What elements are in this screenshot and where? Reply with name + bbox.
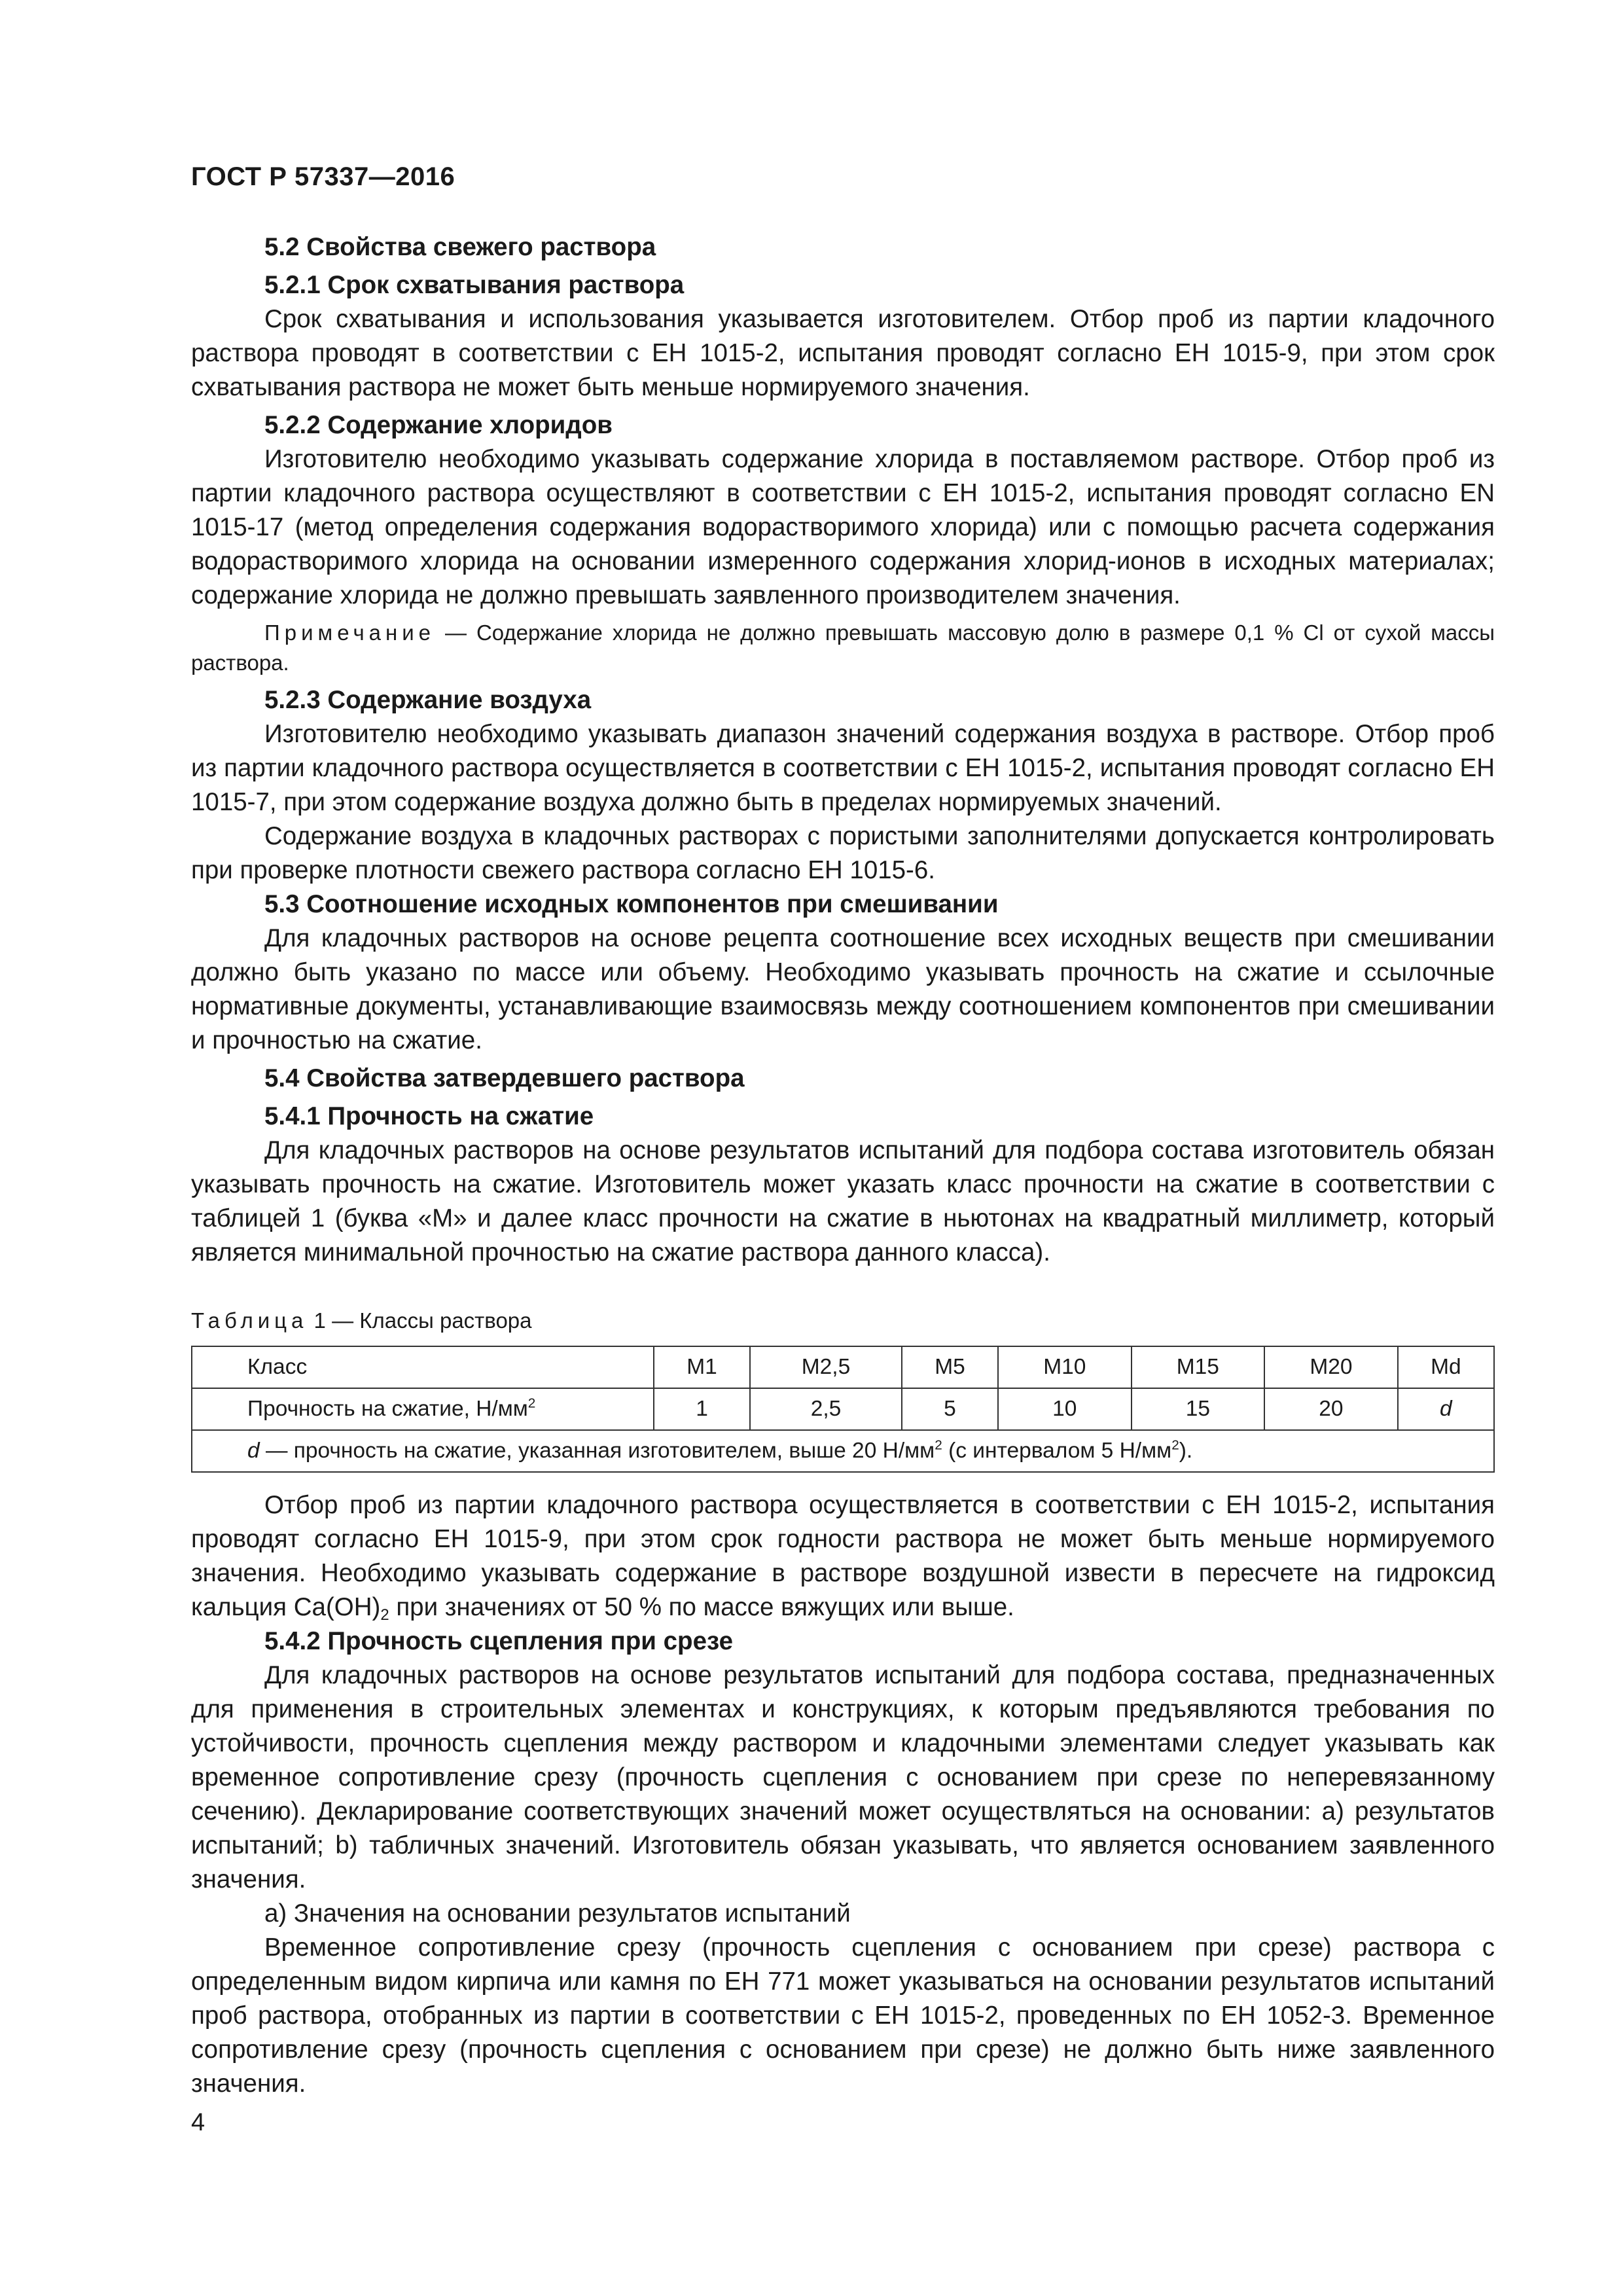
section-5-4-2-heading: 5.4.2 Прочность сцепления при срезе bbox=[264, 1627, 734, 1655]
section-5-4-2-text-2: Временное сопротивление срезу (прочность сцепления с основанием при срезе) раствора с определенным видом кирпича или камня по ЕН 771 может указываться на основании результатов испытаний проб раствора, отобранных из партии в соответствии с ЕН 1015-2, проведенных по ЕН 1052-3. Временное сопротивление срезу (прочность сцепления с основанием при срезе) не должно быть ниже заявленного значения. bbox=[191, 1933, 1495, 2098]
footnote-sup-2: 2 bbox=[1171, 1437, 1179, 1453]
section-5-2-1-heading: 5.2.1 Срок схватывания раствора bbox=[264, 271, 685, 299]
strength-label-text: Прочность на сжатие, Н/мм bbox=[247, 1397, 528, 1421]
table-cell-strength: 20 bbox=[1264, 1388, 1398, 1430]
document-code: ГОСТ Р 57337—2016 bbox=[191, 162, 455, 191]
strength-label-sup: 2 bbox=[527, 1395, 536, 1411]
page-number: 4 bbox=[191, 2109, 205, 2136]
table-cell-class: Md bbox=[1398, 1346, 1494, 1388]
list-item-a: а) Значения на основании результатов испытаний bbox=[264, 1899, 851, 1928]
section-5-2-3-text-1: Изготовителю необходимо указывать диапазон значений содержания воздуха в растворе. Отбор проб из партии кладочного раствора осуществляется в соответствии с ЕН 1015-2, испытания проводят согласно ЕН 1015-7, при этом содержание воздуха должно быть в пределах нормируемых значений. bbox=[191, 720, 1495, 816]
footnote-text-a: — прочность на сжатие, указанная изготовителем, выше 20 Н/мм bbox=[259, 1439, 935, 1463]
table-cell-strength: 1 bbox=[654, 1388, 750, 1430]
footnote-text-c: ). bbox=[1179, 1439, 1193, 1463]
footnote-text-b: (с интервалом 5 Н/мм bbox=[942, 1439, 1172, 1463]
section-5-2-2-text: Изготовителю необходимо указывать содержание хлорида в поставляемом растворе. Отбор проб из партии кладочного раствора осуществляют в соответствии с ЕН 1015-2, испытания проводят согласно EN 1015-17 (метод определения содержания водорастворимого хлорида) или с помощью расчета содержания водорастворимого хлорида на основании измеренного содержания хлорид-ионов в исходных материалах; содержание хлорида не должно превышать заявленного производителем значения. bbox=[191, 445, 1495, 609]
table-cell-class: M20 bbox=[1264, 1346, 1398, 1388]
section-5-4-heading: 5.4 Свойства затвердевшего раствора bbox=[264, 1064, 745, 1092]
after-table-text bbox=[191, 1488, 1495, 1624]
table-cell-strength: d bbox=[1398, 1388, 1494, 1430]
after-table-text-b: при значениях от 50 % по массе вяжущих или выше. bbox=[389, 1593, 1014, 1621]
section-5-4-1-heading: 5.4.1 Прочность на сжатие bbox=[264, 1102, 594, 1130]
table-footnote bbox=[192, 1430, 1494, 1472]
footnote-variable: d bbox=[247, 1439, 260, 1463]
after-table-text-a: Отбор проб из партии кладочного раствора осуществляется в соответствии с ЕН 1015-2, испытания проводят согласно ЕН 1015-9, при этом срок годности раствора не может быть меньше нормируемого значения. Необходимо указывать содержание в растворе воздушной извести в пересчете на гидроксид кальция Ca(OH) bbox=[191, 1491, 1495, 1621]
table-cell-class: M5 bbox=[902, 1346, 998, 1388]
section-5-4-2-text-1: Для кладочных растворов на основе результатов испытаний для подбора состава, предназначенных для применения в строительных элементах и конструкциях, к которым предъявляются требования по устойчивости, прочность сцепления между раствором и кладочными элементами следует указывать как временное сопротивление срезу (прочность сцепления с основанием при срезе по неперевязанному сечению). Декларирование соответствующих значений может осуществляться на основании: а) результатов испытаний; b) табличных значений. Изготовитель обязан указывать, что является основанием заявленного значения. bbox=[191, 1661, 1495, 1893]
footnote-sup-1: 2 bbox=[935, 1437, 942, 1453]
table-cell-strength: 2,5 bbox=[750, 1388, 902, 1430]
table-cell-class: M1 bbox=[654, 1346, 750, 1388]
table-cell-class: M2,5 bbox=[750, 1346, 902, 1388]
document-body bbox=[191, 230, 1495, 2101]
section-5-3-text: Для кладочных растворов на основе рецепта соотношение всех исходных веществ при смешивании должно быть указано по массе или объему. Необходимо указывать прочность на сжатие и ссылочные нормативные документы, устанавливающие взаимосвязь между соотношением компонентов при смешивании и прочностью на сжатие. bbox=[191, 924, 1495, 1054]
table-cell-strength: 10 bbox=[998, 1388, 1132, 1430]
section-5-2-1-text: Срок схватывания и использования указывается изготовителем. Отбор проб из партии кладочного раствора проводят в соответствии с ЕН 1015-2, испытания проводят согласно ЕН 1015-9, при этом срок схватывания раствора не может быть меньше нормируемого значения. bbox=[191, 305, 1495, 401]
note-chloride bbox=[191, 618, 1495, 678]
section-5-3-heading: 5.3 Соотношение исходных компонентов при смешивании bbox=[264, 890, 999, 918]
table-row-footnote bbox=[192, 1430, 1494, 1472]
table-cell-strength-label bbox=[192, 1388, 654, 1430]
table-1-caption bbox=[191, 1306, 1495, 1335]
section-5-2-3-heading: 5.2.3 Содержание воздуха bbox=[264, 686, 592, 714]
table-cell-strength: 5 bbox=[902, 1388, 998, 1430]
section-5-4-1-text: Для кладочных растворов на основе результатов испытаний для подбора состава изготовитель обязан указывать прочность на сжатие. Изготовитель может указать класс прочности на сжатие в соответствии с таблицей 1 (буква «М» и далее класс прочности на сжатие в ньютонах на квадратный миллиметр, который является минимальной прочностью на сжатие раствора данного класса). bbox=[191, 1136, 1495, 1266]
table-caption-title: 1 — Классы раствора bbox=[308, 1308, 532, 1333]
note-text: — Содержание хлорида не должно превышать массовую долю в размере 0,1 % Cl от сухой массы раствора. bbox=[191, 620, 1495, 675]
mortar-classes-table bbox=[191, 1346, 1495, 1473]
table-row-class bbox=[192, 1346, 1494, 1388]
after-table-sub: 2 bbox=[380, 1606, 389, 1624]
table-cell-strength: 15 bbox=[1132, 1388, 1265, 1430]
table-cell-class-label: Класс bbox=[192, 1346, 654, 1388]
table-cell-class: M10 bbox=[998, 1346, 1132, 1388]
table-cell-class: M15 bbox=[1132, 1346, 1265, 1388]
note-label: Примечание bbox=[264, 620, 436, 645]
section-5-2-2-heading: 5.2.2 Содержание хлоридов bbox=[264, 411, 613, 439]
table-row-strength bbox=[192, 1388, 1494, 1430]
section-5-2-3-text-2: Содержание воздуха в кладочных растворах с пористыми заполнителями допускается контролировать при проверке плотности свежего раствора согласно ЕН 1015-6. bbox=[191, 822, 1495, 884]
table-caption-label: Таблица bbox=[191, 1308, 308, 1333]
section-5-2-heading: 5.2 Свойства свежего раствора bbox=[264, 233, 656, 261]
